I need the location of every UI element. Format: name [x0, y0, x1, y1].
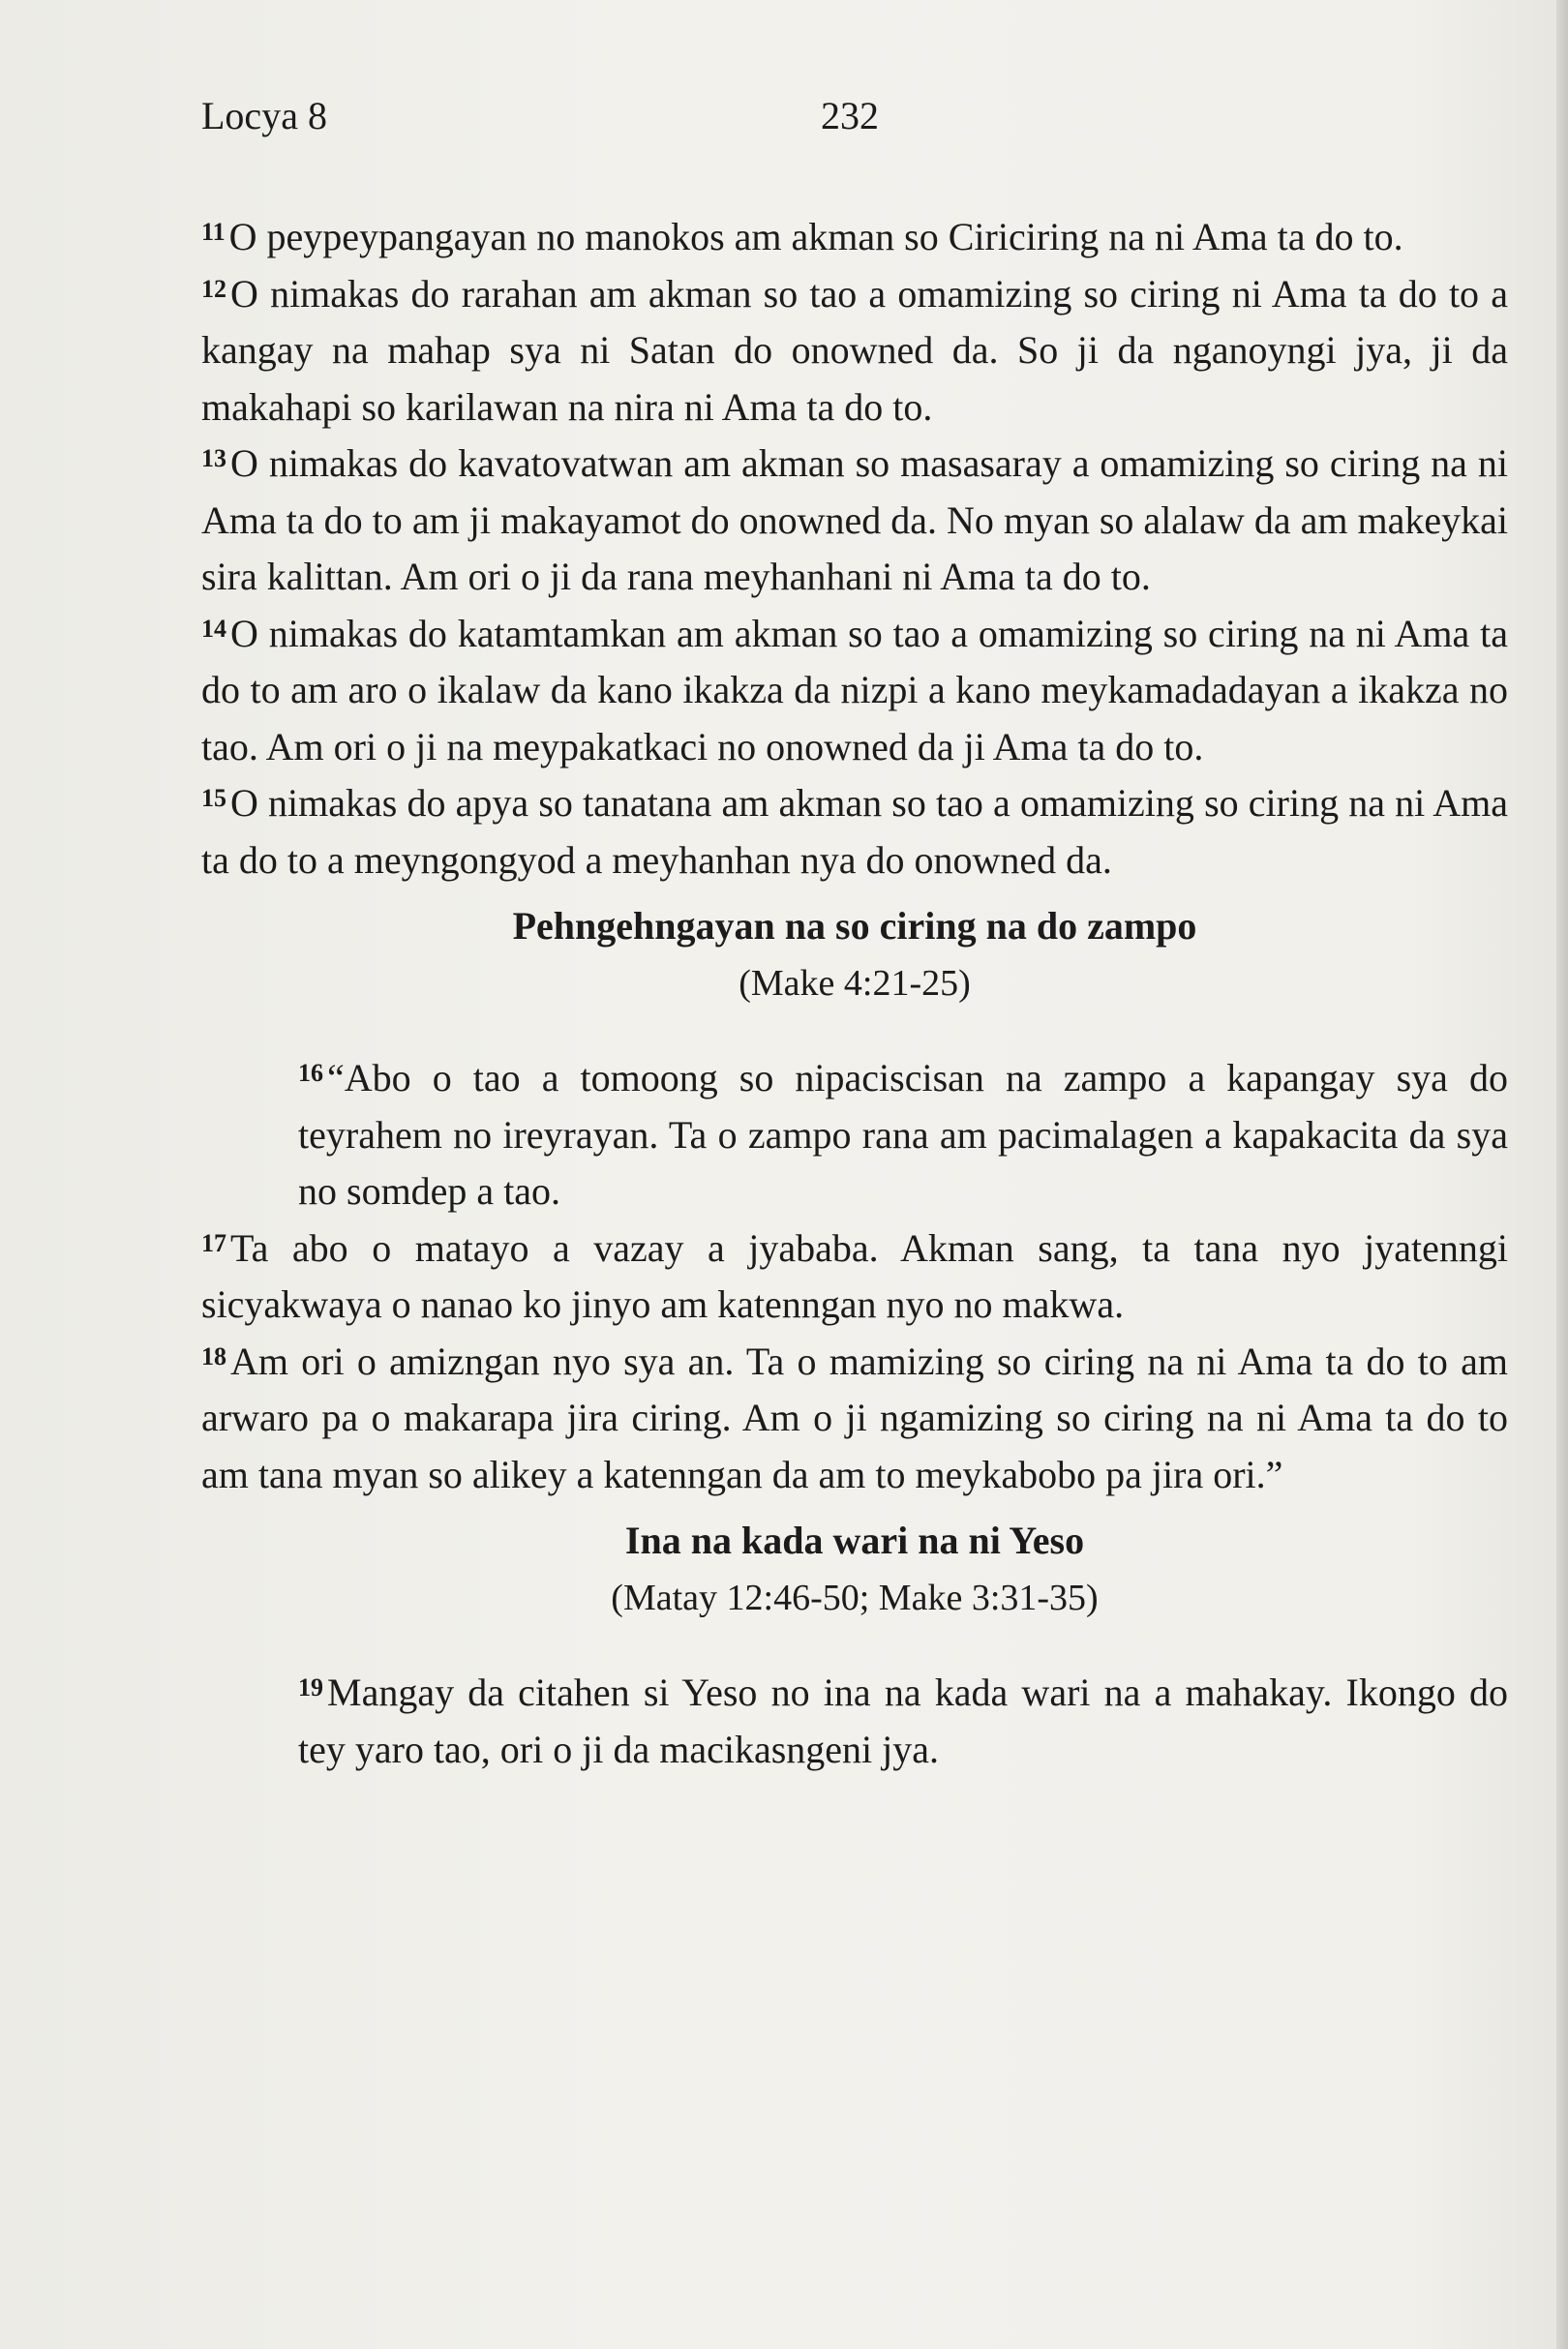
book-chapter-label: Locya 8 — [201, 94, 327, 137]
verse-19 — [201, 1665, 1508, 1778]
verse-number: 17 — [201, 1228, 226, 1257]
verse-text: O nimakas do katamtamkan am akman so tao a omamizing so ciring na ni Ama ta do to am aro o ikalaw da kano ikakza da nizpi a kano meykamadadayan a ikakza no tao. Am ori o ji na meypakatkaci no onowned da ji Ama ta do to. — [201, 611, 1508, 768]
verse-text: Ta abo o matayo a vazay a jyababa. Akman sang, ta tana nyo jyatenngi sicyakwaya o nanao ko jinyo am katenngan nyo no makwa. — [201, 1225, 1508, 1326]
verse-number: 12 — [201, 274, 226, 303]
verse-number: 14 — [201, 614, 226, 643]
verse-17 — [201, 1220, 1508, 1334]
verse-text: Am ori o amizngan nyo sya an. Ta o mamizing so ciring na ni Ama ta do to am arwaro pa o makarapa jira ciring. Am o ji ngamizing so ciring na ni Ama ta do to am tana myan so alikey a katenngan da am to meykabobo pa jira ori.” — [201, 1339, 1508, 1496]
verse-text: “Abo o tao a tomoong so nipaciscisan na zampo a kapangay sya do teyrahem no ireyrayan. Ta o zampo rana am pacimalagen a kapakacita da sya no somdep a tao. — [298, 1056, 1508, 1213]
section-heading: Pehngehngayan na so ciring na do zampo — [512, 904, 1197, 948]
verse-11 — [201, 209, 1508, 266]
verse-text: O nimakas do kavatovatwan am akman so masasaray a omamizing so ciring na ni Ama ta do to am ji makayamot do onowned da. No myan so alalaw da am makeykai sira kalittan. Am ori o ji da rana meyhanhani ni Ama ta do to. — [201, 441, 1508, 598]
section-cross-reference: (Make 4:21-25) — [739, 962, 971, 1004]
verse-15 — [201, 775, 1508, 888]
section-cross-reference: (Matay 12:46-50; Make 3:31-35) — [611, 1577, 1099, 1618]
page-header — [201, 93, 1508, 151]
verse-18 — [201, 1334, 1508, 1504]
verse-number: 19 — [298, 1673, 323, 1702]
verse-12 — [201, 266, 1508, 437]
verse-13 — [201, 436, 1508, 606]
verse-text: O peypeypangayan no manokos am akman so Ciriciring na ni Ama ta do to. — [228, 215, 1403, 258]
page-body — [201, 209, 1508, 1778]
verse-text: O nimakas do apya so tanatana am akman so tao a omamizing so ciring na ni Ama ta do to a meyngongyod a meyhanhan nya do onowned da. — [201, 781, 1508, 882]
page-edge — [1556, 0, 1568, 2349]
verse-number: 15 — [201, 784, 226, 812]
verse-number: 18 — [201, 1341, 226, 1370]
verse-text: O nimakas do rarahan am akman so tao a omamizing so ciring ni Ama ta do to a kangay na mahap sya ni Satan do onowned da. So ji da nganoyngi jya, ji da makahapi so karilawan na nira ni Ama ta do to. — [201, 271, 1508, 429]
verse-text: Mangay da citahen si Yeso no ina na kada wari na a mahakay. Ikongo do tey yaro tao, ori o ji da macikasngeni jya. — [298, 1671, 1508, 1771]
verse-number: 16 — [298, 1059, 323, 1087]
section-heading: Ina na kada wari na ni Yeso — [624, 1519, 1085, 1562]
verse-14 — [201, 606, 1508, 776]
verse-16 — [201, 1050, 1508, 1220]
page-number: 232 — [821, 94, 879, 137]
verse-number: 13 — [201, 444, 226, 472]
verse-number: 11 — [201, 218, 226, 246]
